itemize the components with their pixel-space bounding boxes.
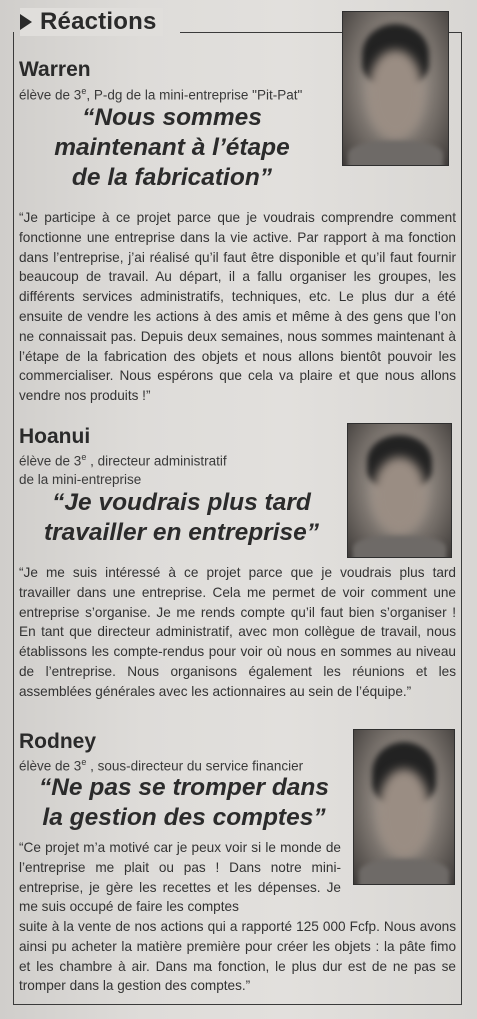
quote-title-hoanui [19, 488, 344, 548]
person-name-rodney: Rodney [19, 730, 97, 753]
person-name-hoanui: Hoanui [19, 425, 91, 448]
quote-body-warren: “Je participe à ce projet parce que je voudrais comprendre comment fonctionne une entreprise dans la vie active. Par rapport à ma fonction dans l’entreprise, j’ai réalisé qu’il faut être disponible et qu’il faut fournir beaucoup de travail. Au départ, il a fallu organiser les groupes, les différents services administratifs, techniques, etc. Le plus dur a été ensuite de vendre les actions à des amis et même à des gens que l’on ne connaissait pas. Depuis deux semaines, nous sommes maintenant à l’étape de la fabrication des objets et nous allons bientôt pouvoir les commercialiser. Nous espérons que cela va plaire et que nous allons vendre nos produits !” [19, 210, 456, 404]
photo-shirt-shape [348, 141, 443, 166]
role-sup: e [81, 86, 87, 96]
photo-shirt-shape [359, 859, 449, 885]
photo-face-blur [378, 769, 430, 858]
quote-title-rodney [19, 773, 349, 833]
role-line-1 [19, 448, 339, 471]
role-prefix: élève de 3 [19, 453, 82, 469]
section-header [20, 8, 163, 36]
quote-line: la gestion des comptes” [42, 804, 326, 831]
person-role-warren [19, 82, 339, 105]
quote-body-rodney-bottom: suite à la vente de nos actions qui a rapporté 125 000 Fcfp. Nous avons ainsi pu acheter la matière première pour créer les objets : la pâte fimo et les chambre à air. Dans ma fonction, le plus dur est de ne pas se tromper dans la gestion des comptes.” [19, 919, 456, 994]
hoanui-photo [347, 423, 452, 558]
quote-body-hoanui: “Je me suis intéressé à ce projet parce que je voudrais plus tard travailler dans une entreprise. Cela me permet de voir comment une entreprise s’organise. Je me rends compte qu’il faut bien s’organiser ! En tant que directeur administratif, avec mon collègue de travail, nous établissons les compte-rendus pour voir où nous en sommes au niveau de l’entreprise. Nous organisons également les réunions et les assemblées générales avec les actionnaires au sein de l’équipe.” [19, 565, 456, 699]
quote-body-rodney-top: “Ce projet m’a motivé car je peux voir si le monde de l’entreprise me plait ou pas ! Dans notre mini-entreprise, je gère les recettes et les dépenses. Je me suis occupé de faire les comptes [19, 840, 341, 915]
role-sup: e [81, 757, 87, 767]
photo-face-blur [368, 50, 423, 139]
role-sup: e [81, 452, 87, 462]
quote-line: “Nous sommes [82, 104, 262, 131]
quote-title-warren [22, 103, 322, 193]
section-title: Réactions [40, 8, 157, 35]
quote-line: “Ne pas se tromper dans [38, 774, 330, 801]
photo-shirt-shape [353, 536, 446, 558]
photo-face-blur [373, 457, 427, 534]
triangle-bullet-icon [20, 14, 32, 30]
person-name-warren: Warren [19, 58, 91, 81]
rodney-photo [353, 729, 455, 885]
quote-line: “Je voudrais plus tard [52, 489, 311, 516]
role-prefix: élève de 3 [19, 87, 82, 103]
role-prefix: élève de 3 [19, 758, 82, 774]
role-line-2: de la mini-entreprise [19, 471, 142, 487]
role-suffix: , directeur administratif [86, 453, 227, 469]
role-suffix: , P-dg de la mini-entreprise "Pit-Pat" [86, 87, 303, 103]
quote-line: de la fabrication” [71, 164, 273, 191]
person-role-hoanui [19, 448, 339, 489]
quote-line: travailler en entreprise” [43, 519, 320, 546]
quote-line: maintenant à l’étape [54, 134, 290, 161]
warren-photo [342, 11, 449, 166]
role-suffix: , sous-directeur du service financier [86, 758, 304, 774]
